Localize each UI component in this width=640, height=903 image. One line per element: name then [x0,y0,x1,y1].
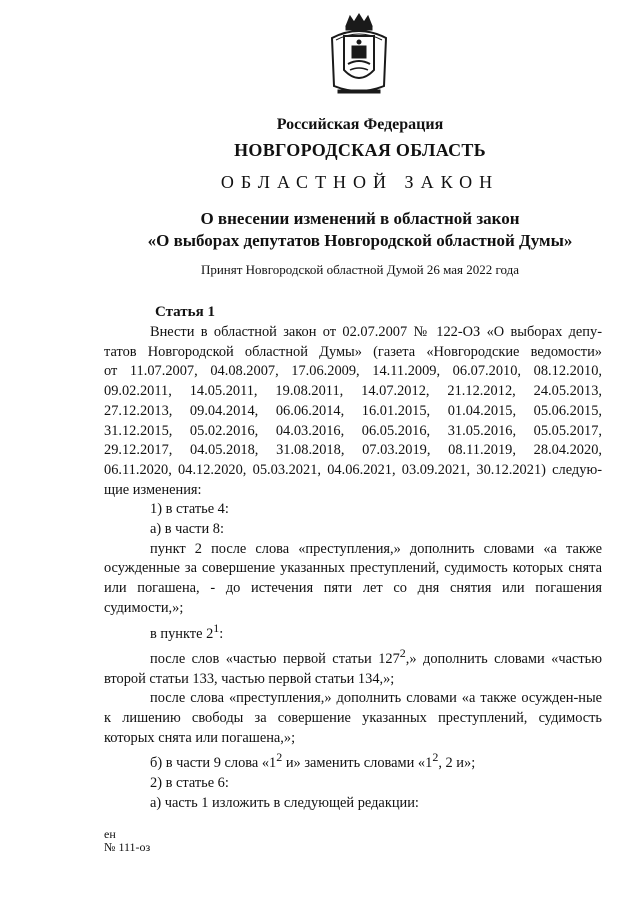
paragraph-chast [104,644,602,689]
intro-line: 09.02.2011, 14.05.2011, 19.08.2011, 14.07.2012, 21.12.2012, 24.05.2013, [104,383,602,400]
federation-title: Российская Федерация [276,116,444,133]
intro-line: Внести в областной закон от 02.07.2007 № 122-ОЗ «О выборах депу- [150,324,602,340]
footer-initials: ен [104,827,116,841]
superscript: 1 [213,620,220,635]
intro-line: 06.11.2020, 04.12.2020, 05.03.2021, 04.06.2021, 03.09.2021, 30.12.2021) следую- [104,461,602,478]
law-title-line-2: «О выборах депутатов Новгородской областной Думы» [147,231,573,250]
text-fragment: б) в части 9 слова «1 [150,755,277,772]
footer-note [104,828,150,854]
intro-line: от 11.07.2007, 04.08.2007, 17.06.2009, 14.11.2009, 06.07.2010, 08.12.2010, [104,363,602,380]
item-2: 2) в статье 6: [150,774,229,791]
item-1: 1) в статье 4: [150,501,229,518]
text-fragment: после слов «частью первой статьи 127 [150,650,400,667]
intro-line-end: щие изменения: [104,481,202,498]
adoption-note: Принят Новгородской областной Думой 26 мая 2022 года [200,262,520,277]
item-1-a: а) в части 8: [150,521,224,538]
text-fragment: и» заменить словами «1 [282,755,433,772]
paragraph-punkt-2-1 [104,619,602,645]
text-fragment: в пункте 2 [150,625,214,642]
superscript: 2 [276,750,283,765]
law-title-line-1: О внесении изменений в областной закон [200,209,520,228]
text-fragment: ,» дополнить словами «частью второй статьи 133, частью первой статьи 134,»; [104,650,602,687]
intro-line: 29.12.2017, 04.05.2018, 31.08.2018, 07.03.2019, 08.11.2019, 28.04.2020, [104,442,602,459]
intro-line: татов Новгородской областной Думы» (газета «Новгородские ведомости» [104,343,602,360]
coat-of-arms-emblem [326,12,392,98]
superscript: 2 [399,646,406,661]
intro-line: 31.12.2015, 05.02.2016, 04.03.2016, 06.05.2016, 31.05.2016, 05.05.2017, [104,422,602,439]
article-body [104,323,602,813]
document-type: ОБЛАСТНОЙ ЗАКОН [220,172,500,192]
region-title: НОВГОРОДСКАЯ ОБЛАСТЬ [234,140,486,160]
item-1-b [104,748,602,774]
footer-number: № 111-оз [104,840,151,854]
paragraph-posle: после слова «преступления,» дополнить словами «а также осужден-ные к лишению свободы за совершение указанных преступлений, судимость которых снята или погашена,»; [104,690,602,746]
article-heading: Статья 1 [155,304,215,320]
text-fragment: : [219,625,224,642]
law-title [0,208,640,252]
text-fragment: , 2 и»; [438,755,476,772]
paragraph-punkt-2: пункт 2 после слова «преступления,» дополнить словами «а также осужденные за совершение указанных преступлений, судимость которых снята или погашена, - до истечения пяти лет со дня снятия или погашения судимости,»; [104,540,602,616]
intro-line: 27.12.2013, 09.04.2014, 06.06.2014, 16.01.2015, 01.04.2015, 05.06.2015, [104,402,602,419]
item-2-a: а) часть 1 изложить в следующей редакции: [150,794,419,811]
superscript: 2 [432,750,439,765]
